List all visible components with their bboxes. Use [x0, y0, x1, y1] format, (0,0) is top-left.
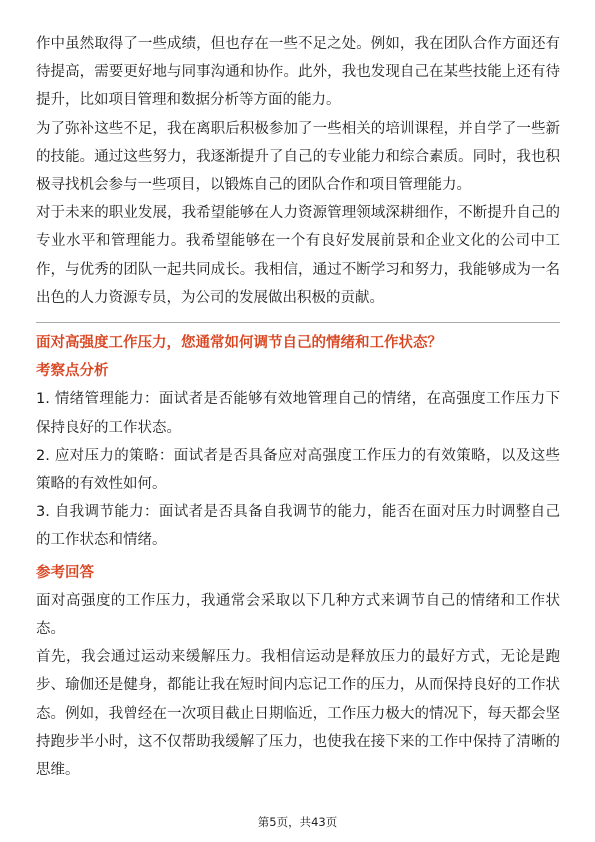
- intro-paragraph-2: 为了弥补这些不足，我在离职后积极参加了一些相关的培训课程，并自学了一些新的技能。通过这些努力，我逐渐提升了自己的专业能力和综合素质。同时，我也积极寻找机会参与一些项目，以锻炼自己的团队合作和项目管理能力。: [36, 120, 560, 194]
- answer-paragraph-1: 面对高强度的工作压力，我通常会采取以下几种方式来调节自己的情绪和工作状态。: [36, 592, 560, 638]
- interview-question: 面对高强度工作压力，您通常如何调节自己的情绪和工作状态？: [36, 335, 442, 352]
- page-number: 第5页，共43页: [257, 815, 338, 829]
- document-page: [36, 30, 560, 784]
- section-divider: [36, 322, 560, 323]
- answer-heading: 参考回答: [36, 564, 94, 581]
- analysis-item-3: 3. 自我调节能力：面试者是否具备自我调节的能力，能否在面对压力时调整自己的工作状态和情绪。: [36, 504, 560, 549]
- intro-paragraph-1: 作中虽然取得了一些成绩，但也存在一些不足之处。例如，我在团队合作方面还有待提高，需要更好地与同事沟通和协作。此外，我也发现自己在某些技能上还有待提升，比如项目管理和数据分析等方面的能力。: [36, 36, 560, 109]
- intro-paragraph-3: 对于未来的职业发展，我希望能够在人力资源管理领域深耕细作，不断提升自己的专业水平和管理能力。我希望能够在一个有良好发展前景和企业文化的公司中工作，与优秀的团队一起共同成长。我相信，通过不断学习和努力，我能够成为一名出色的人力资源专员，为公司的发展做出积极的贡献。: [36, 205, 560, 306]
- analysis-item-1: 1. 情绪管理能力：面试者是否能够有效地管理自己的情绪，在高强度工作压力下保持良好的工作状态。: [36, 391, 560, 436]
- analysis-heading: 考察点分析: [36, 363, 109, 380]
- analysis-item-2: 2. 应对压力的策略：面试者是否具备应对高强度工作压力的有效策略，以及这些策略的有效性如何。: [36, 447, 560, 493]
- answer-paragraph-2: 首先，我会通过运动来缓解压力。我相信运动是释放压力的最好方式，无论是跑步、瑜伽还是健身，都能让我在短时间内忘记工作的压力，从而保持良好的工作状态。例如，我曾经在一次项目截止日期临近，工作压力极大的情况下，每天都会坚持跑步半小时，这不仅帮助我缓解了压力，也使我在接下来的工作中保持了清晰的思维。: [36, 649, 560, 779]
